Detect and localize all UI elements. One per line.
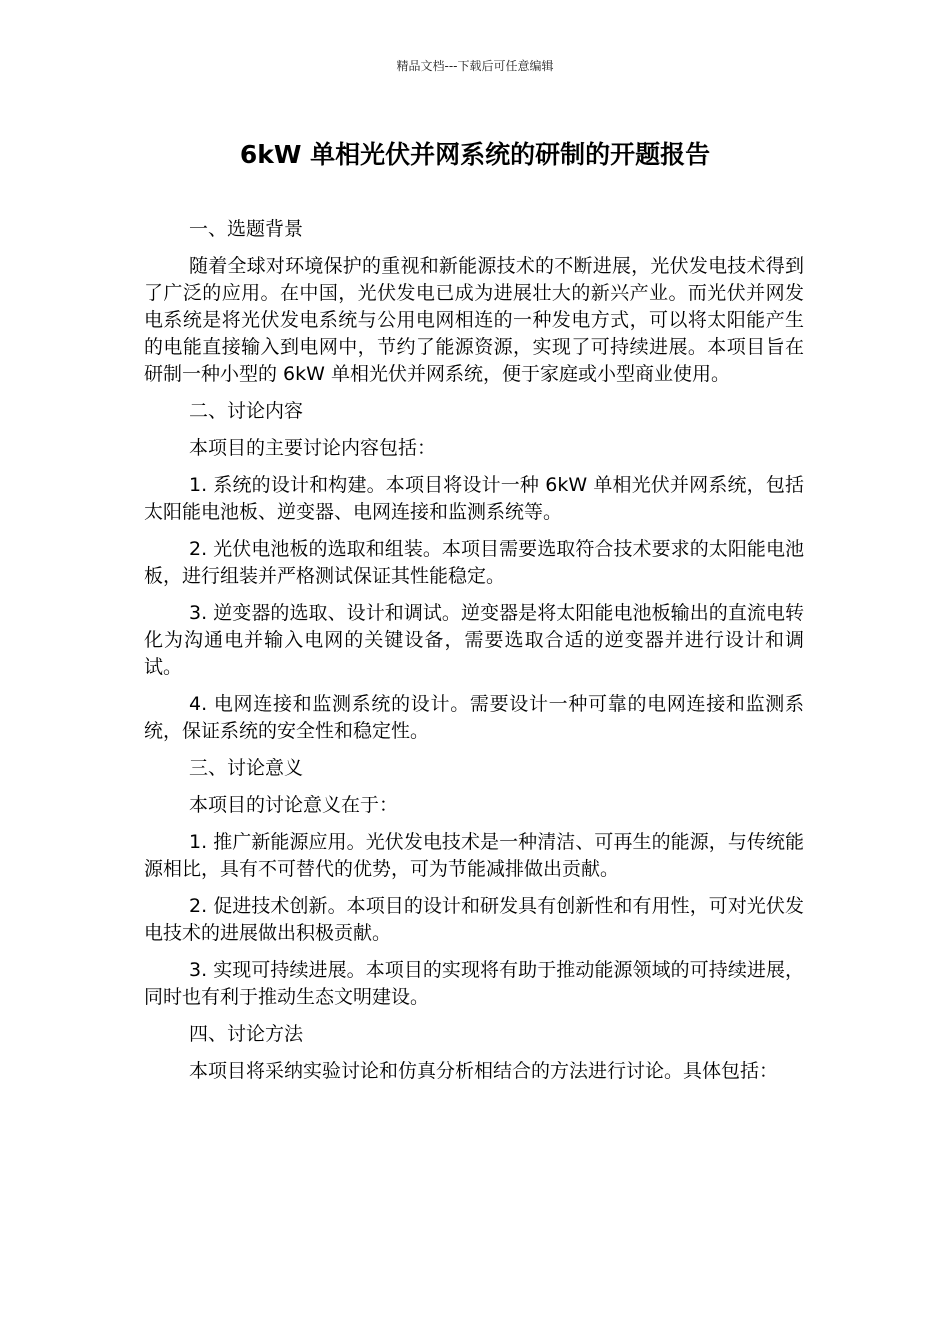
document-body	[144, 216, 804, 1095]
paragraph-content-item-1: 1. 系统的设计和构建。本项目将设计一种 6kW 单相光伏并网系统，包括太阳能电池板、逆变器、电网连接和监测系统等。	[144, 474, 804, 523]
document-title: 6kW 单相光伏并网系统的研制的开题报告	[239, 140, 711, 169]
paragraph-significance-item-2: 2. 促进技术创新。本项目的设计和研发具有创新性和有用性，可对光伏发电技术的进展做出积极贡献。	[144, 895, 804, 944]
paragraph-significance-item-1: 1. 推广新能源应用。光伏发电技术是一种清洁、可再生的能源，与传统能源相比，具有不可替代的优势，可为节能减排做出贡献。	[144, 831, 804, 880]
paragraph-significance-intro: 本项目的讨论意义在于：	[189, 794, 399, 816]
paragraph-background: 随着全球对环境保护的重视和新能源技术的不断进展，光伏发电技术得到了广泛的应用。在中国，光伏发电已成为进展壮大的新兴产业。而光伏并网发电系统是将光伏发电系统与公用电网相连的一种发电方式，可以将太阳能产生的电能直接输入到电网中，节约了能源资源，实现了可持续进展。本项目旨在研制一种小型的 6kW 单相光伏并网系统，便于家庭或小型商业使用。	[144, 255, 804, 385]
paragraph-content-intro: 本项目的主要讨论内容包括：	[189, 437, 437, 459]
paragraph-content-item-4: 4. 电网连接和监测系统的设计。需要设计一种可靠的电网连接和监测系统，保证系统的安全性和稳定性。	[144, 693, 804, 742]
paragraph-method-intro: 本项目将采纳实验讨论和仿真分析相结合的方法进行讨论。具体包括：	[189, 1060, 779, 1082]
header-note: 精品文档---下载后可任意编辑	[396, 59, 554, 73]
paragraph-content-item-3: 3. 逆变器的选取、设计和调试。逆变器是将太阳能电池板输出的直流电转化为沟通电并输入电网的关键设备，需要选取合适的逆变器并进行设计和调试。	[144, 602, 804, 678]
section-heading-method: 四、讨论方法	[189, 1023, 304, 1045]
section-heading-content: 二、讨论内容	[189, 400, 304, 422]
section-heading-significance: 三、讨论意义	[189, 757, 304, 779]
paragraph-content-item-2: 2. 光伏电池板的选取和组装。本项目需要选取符合技术要求的太阳能电池板，进行组装并严格测试保证其性能稳定。	[144, 538, 804, 587]
paragraph-significance-item-3: 3. 实现可持续进展。本项目的实现将有助于推动能源领域的可持续进展，同时也有利于推动生态文明建设。	[144, 959, 804, 1008]
section-heading-background: 一、选题背景	[189, 218, 304, 240]
